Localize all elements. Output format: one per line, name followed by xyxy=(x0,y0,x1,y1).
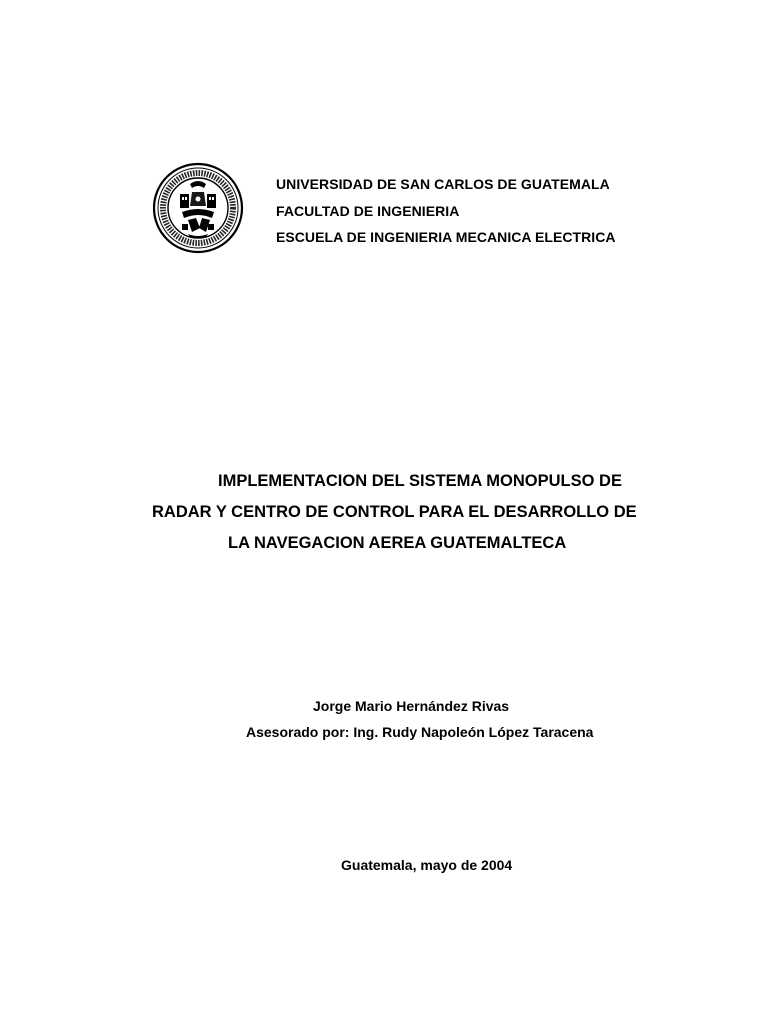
university-seal-icon xyxy=(152,162,244,254)
faculty-name: FACULTAD DE INGENIERIA xyxy=(276,202,460,219)
place-date: Guatemala, mayo de 2004 xyxy=(341,857,513,873)
author-name: Jorge Mario Hernández Rivas xyxy=(313,698,510,714)
title-line-3: LA NAVEGACION AEREA GUATEMALTECA xyxy=(228,534,567,552)
institution-header xyxy=(276,171,616,251)
university-name: UNIVERSIDAD DE SAN CARLOS DE GUATEMALA xyxy=(276,176,610,192)
title-line-2: RADAR Y CENTRO DE CONTROL PARA EL DESARROLLO DE xyxy=(152,503,637,521)
advisor-name: Asesorado por: Ing. Rudy Napoleón López Taracena xyxy=(246,724,594,740)
title-line-1: IMPLEMENTACION DEL SISTEMA MONOPULSO DE xyxy=(218,472,622,490)
school-name: ESCUELA DE INGENIERIA MECANICA ELECTRICA xyxy=(276,229,616,245)
